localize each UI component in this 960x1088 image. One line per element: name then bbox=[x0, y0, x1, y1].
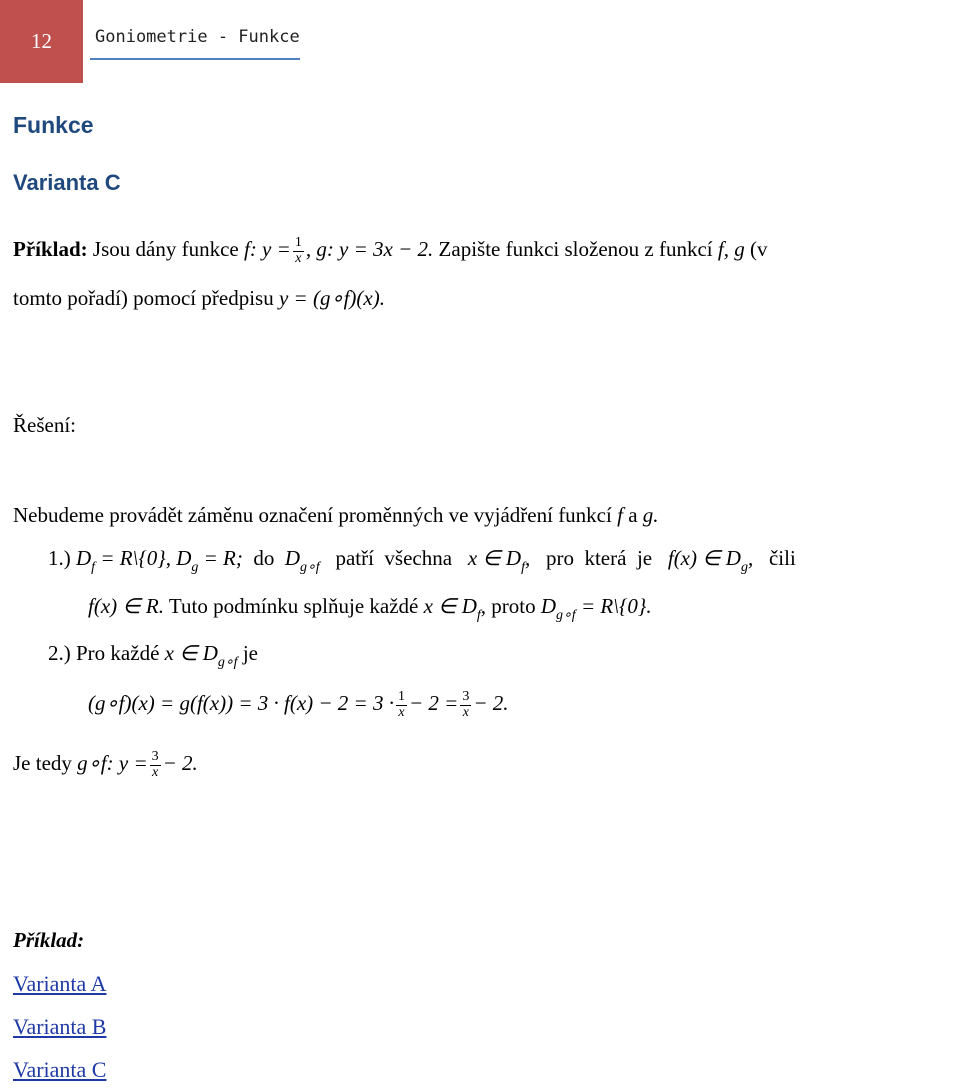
page-number: 12 bbox=[31, 29, 52, 53]
page-number-badge bbox=[0, 0, 83, 83]
fraction-numerator: 3 bbox=[462, 689, 470, 704]
problem-line2-text: tomto pořadí) pomocí předpisu bbox=[13, 286, 274, 310]
link-varianta-c[interactable]: Varianta C bbox=[13, 1057, 107, 1082]
problem-text-3: (v bbox=[749, 237, 768, 261]
domain-gof: $D_{g\circ f}$ bbox=[284, 546, 320, 575]
step2-number: 2.) bbox=[48, 641, 71, 665]
cili-word: čili bbox=[758, 546, 796, 570]
fx-in-r: f(x) ∈ R. bbox=[88, 594, 165, 618]
intro-text: Nebudeme provádět záměnu označení proměnných ve vyjádření funkcí bbox=[13, 503, 612, 527]
g-definition: , g: y = 3x − 2. bbox=[305, 237, 434, 261]
domain-f-expression: $D_f$ = R\{0}, $D_g = R$; bbox=[76, 546, 243, 575]
step1-line2-text: Tuto podmínku splňuje každé bbox=[168, 594, 419, 618]
fraction-1-over-x bbox=[293, 236, 304, 266]
problem-label: Příklad: bbox=[13, 237, 88, 261]
step1-text-b: pro která je bbox=[535, 546, 663, 570]
computation-tail: − 2 = bbox=[408, 691, 459, 715]
fraction-denominator: x bbox=[396, 705, 407, 721]
f-definition: f: y = bbox=[243, 237, 291, 261]
fraction-3-over-x-2 bbox=[150, 750, 161, 780]
fraction-numerator: 3 bbox=[151, 749, 159, 764]
conclusion-tail: − 2. bbox=[162, 751, 198, 775]
intro-f: f bbox=[617, 503, 623, 527]
fraction-numerator: 1 bbox=[397, 689, 405, 704]
link-varianta-b[interactable]: Varianta B bbox=[13, 1014, 107, 1039]
fx-in-dg: f(x) ∈ $D_g$, bbox=[667, 546, 754, 575]
examples-label: Příklad: bbox=[13, 928, 85, 952]
step2-line bbox=[48, 643, 258, 670]
section-heading: Funkce bbox=[13, 112, 94, 138]
step1-line2 bbox=[88, 596, 652, 623]
problem-text-1: Jsou dány funkce bbox=[92, 237, 239, 261]
header-title: Goniometrie - Funkce bbox=[95, 27, 300, 47]
conclusion-line bbox=[13, 750, 198, 780]
x-in-dgof: x ∈ $D_{g\circ f}$ bbox=[164, 641, 238, 670]
solution-intro bbox=[13, 505, 659, 526]
problem-text-2: Zapište funkci složenou z funkcí bbox=[438, 237, 713, 261]
step2-text: Pro každé bbox=[76, 641, 160, 665]
solution-label: Řešení: bbox=[13, 413, 76, 437]
domain-gof-result: $D_{g\circ f}$ = R\{0}. bbox=[540, 594, 652, 623]
variant-heading: Varianta C bbox=[13, 170, 121, 195]
computation-end: − 2. bbox=[473, 691, 509, 715]
step1-text-a: patří všechna bbox=[324, 546, 463, 570]
fraction-denominator: x bbox=[150, 765, 161, 781]
problem-line-1 bbox=[13, 236, 767, 266]
fraction-denominator: x bbox=[460, 705, 471, 721]
conclusion-expression: g∘f: y = bbox=[77, 751, 148, 775]
step1-number: 1.) bbox=[48, 546, 71, 570]
computation-expression: (g∘f)(x) = g(f(x)) = 3 · f(x) − 2 = 3 · bbox=[88, 691, 394, 715]
function-names: f, g bbox=[717, 237, 745, 261]
x-in-df: x ∈ $D_f$, bbox=[467, 546, 531, 575]
conclusion-text: Je tedy bbox=[13, 751, 72, 775]
link-varianta-a[interactable]: Varianta A bbox=[13, 971, 107, 996]
x-in-df-2: x ∈ $D_f$, bbox=[423, 594, 487, 623]
fraction-1-over-x-2 bbox=[396, 690, 407, 720]
step1-line1 bbox=[48, 548, 796, 575]
fraction-denominator: x bbox=[293, 251, 304, 267]
problem-line-2 bbox=[13, 288, 385, 309]
fraction-3-over-x bbox=[460, 690, 471, 720]
step2-je: je bbox=[242, 641, 258, 665]
composition-expression: y = (g∘f)(x). bbox=[278, 286, 385, 310]
do-word: do bbox=[248, 546, 280, 570]
computation-line bbox=[88, 690, 509, 720]
header-rule bbox=[90, 58, 300, 60]
intro-a: a bbox=[628, 503, 638, 527]
proto-word: proto bbox=[491, 594, 536, 618]
fraction-numerator: 1 bbox=[294, 235, 302, 250]
intro-g: g. bbox=[642, 503, 659, 527]
